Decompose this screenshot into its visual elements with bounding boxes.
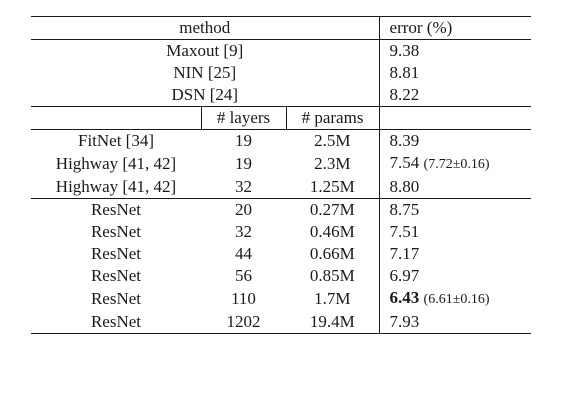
method-cell: ResNet bbox=[90, 222, 142, 241]
method-header: method bbox=[31, 17, 379, 40]
method-cell: ResNet bbox=[31, 311, 201, 334]
method-cell: ResNet bbox=[90, 244, 142, 263]
error-value: 8.39 bbox=[389, 131, 420, 150]
params-cell: 0.27M bbox=[286, 199, 379, 222]
layers-cell: 32 bbox=[235, 222, 252, 241]
error-cell bbox=[379, 243, 531, 265]
layers-cell: 19 bbox=[235, 154, 252, 173]
error-value: 8.75 bbox=[389, 200, 420, 219]
table-row bbox=[31, 84, 531, 107]
error-value: 6.97 bbox=[389, 266, 420, 285]
table-row bbox=[31, 287, 531, 311]
table-row bbox=[31, 199, 531, 222]
params-cell: 0.85M bbox=[309, 266, 355, 285]
layers-cell: 20 bbox=[201, 199, 286, 222]
error-cell: 8.22 bbox=[379, 84, 531, 107]
empty-cell bbox=[379, 107, 531, 130]
table-row bbox=[31, 40, 531, 63]
params-cell: 2.5M bbox=[314, 131, 351, 150]
table-row bbox=[31, 265, 531, 287]
params-cell: 0.46M bbox=[309, 222, 355, 241]
method-cell: Highway [41, 42] bbox=[55, 154, 177, 173]
method-cell: ResNet bbox=[90, 266, 142, 285]
error-cell bbox=[379, 287, 531, 311]
table-row bbox=[31, 311, 531, 334]
error-cell: 9.38 bbox=[379, 40, 531, 63]
subheader-row bbox=[31, 107, 531, 130]
error-cell bbox=[379, 221, 531, 243]
error-cell bbox=[379, 176, 531, 199]
error-cell bbox=[379, 265, 531, 287]
method-cell: NIN [25] bbox=[173, 63, 237, 82]
method-cell: Highway [41, 42] bbox=[55, 177, 177, 196]
error-cell bbox=[379, 199, 531, 222]
params-header: # params bbox=[286, 107, 379, 130]
method-cell: Maxout [9] bbox=[166, 41, 244, 60]
error-extra: (6.61±0.16) bbox=[423, 292, 490, 307]
layers-cell: 56 bbox=[235, 266, 252, 285]
layers-cell: 32 bbox=[235, 177, 252, 196]
method-cell: ResNet bbox=[31, 199, 201, 222]
table-row bbox=[31, 176, 531, 199]
table-row bbox=[31, 152, 531, 176]
error-cell bbox=[379, 130, 531, 153]
results-table bbox=[31, 16, 531, 334]
error-header: error (%) bbox=[379, 17, 531, 40]
error-cell bbox=[379, 152, 531, 176]
error-extra: (7.72±0.16) bbox=[423, 157, 490, 172]
layers-header: # layers bbox=[201, 107, 286, 130]
error-value-best: 6.43 bbox=[389, 288, 420, 307]
table-row bbox=[31, 243, 531, 265]
layers-cell: 110 bbox=[231, 289, 256, 308]
error-cell bbox=[379, 311, 531, 334]
empty-cell bbox=[31, 107, 201, 130]
params-cell: 0.66M bbox=[309, 244, 355, 263]
table-row bbox=[31, 130, 531, 153]
layers-cell: 1202 bbox=[201, 311, 286, 334]
error-value: 7.51 bbox=[389, 222, 420, 241]
params-cell: 1.7M bbox=[314, 289, 351, 308]
params-cell: 1.25M bbox=[309, 177, 355, 196]
method-cell: ResNet bbox=[90, 289, 142, 308]
table-row bbox=[31, 221, 531, 243]
method-cell: DSN [24] bbox=[171, 85, 239, 104]
error-cell: 8.81 bbox=[379, 62, 531, 84]
error-value: 7.54 bbox=[389, 153, 420, 172]
table-row bbox=[31, 62, 531, 84]
params-cell: 2.3M bbox=[314, 154, 351, 173]
error-value: 8.80 bbox=[389, 177, 420, 196]
method-cell: FitNet [34] bbox=[77, 131, 155, 150]
layers-cell: 44 bbox=[235, 244, 252, 263]
error-value: 7.93 bbox=[389, 312, 420, 331]
params-cell: 19.4M bbox=[286, 311, 379, 334]
layers-cell: 19 bbox=[235, 131, 252, 150]
header-row bbox=[31, 17, 531, 40]
error-value: 7.17 bbox=[389, 244, 420, 263]
